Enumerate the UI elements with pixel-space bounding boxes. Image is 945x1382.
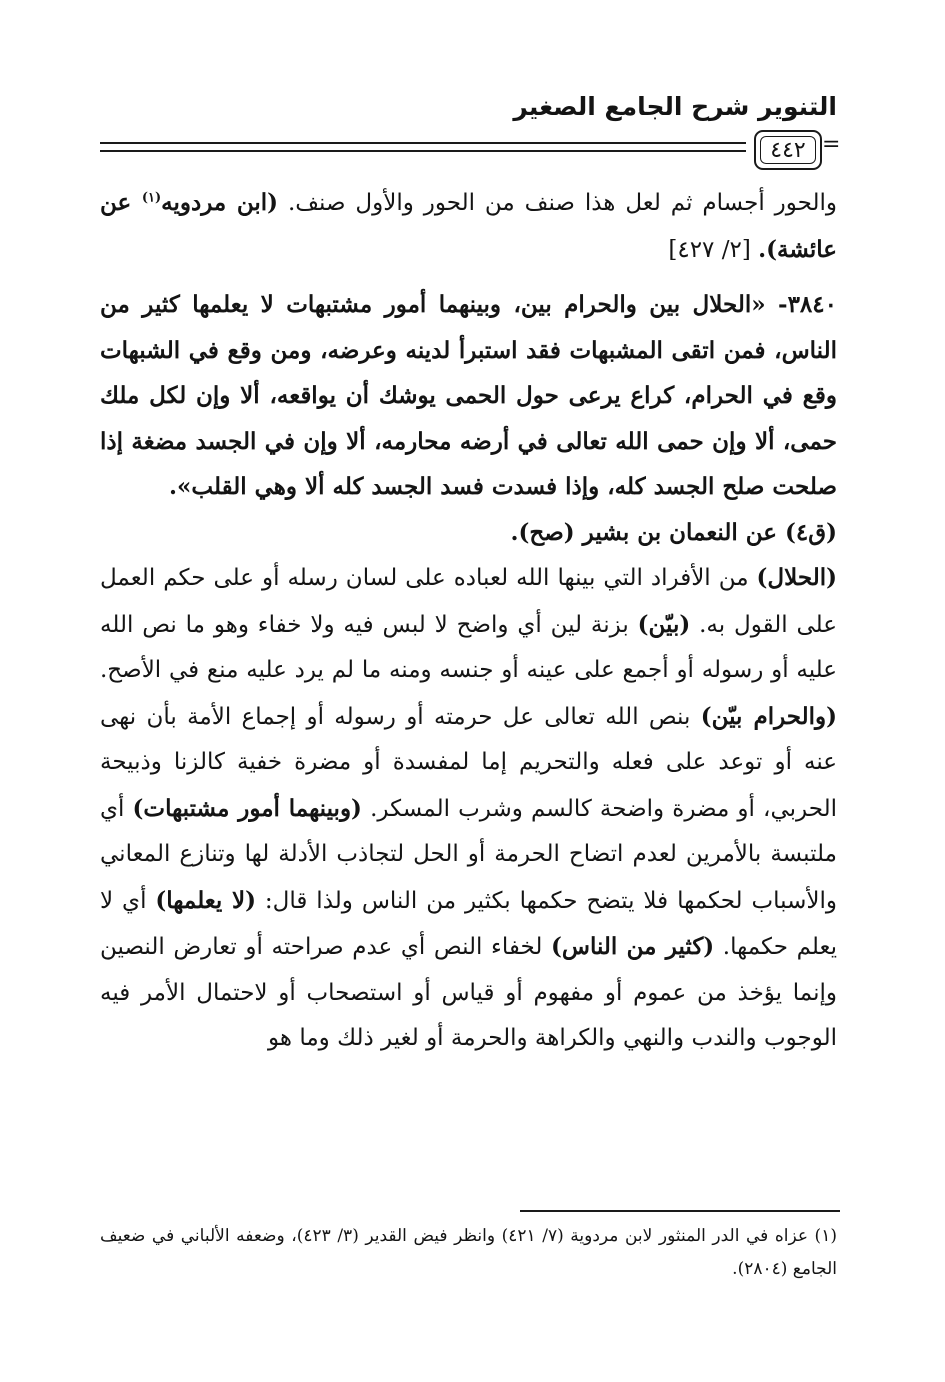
footnotes (100, 1220, 837, 1286)
footnote-1: (١) عزاه في الدر المنثور لابن مردوية (٧/ ٤٢١) وانظر فيض القدير (٣/ ٤٢٣)، وضعفه الألباني في ضعيف الجامع (٢٨٠٤). (100, 1226, 837, 1279)
header-rule-top (100, 142, 746, 144)
commentary-term: (والحرام بيّن) (700, 702, 838, 730)
text-run: عن عائشة). (100, 189, 837, 263)
text-run: والحور أجسام ثم لعل هذا صنف من الحور والأول صنف. (278, 190, 838, 216)
commentary-text: أي لا يعلم حكمها. (100, 887, 837, 960)
commentary-term: (الحلال) (756, 564, 837, 591)
commentary-term: (لا يعلمها) (155, 886, 256, 914)
commentary-paragraph (100, 555, 837, 1062)
hadith-text: «الحلال بين والحرام بين، وبينهما أمور مشتبهات لا يعلمها كثير من الناس، فمن اتقى المشبهات فقد استبرأ لدينه وعرضه، ومن وقع في الشبهات وقع في الحرام، كراع يرعى حول الحمى يوشك أن يواقعه، ألا وإن لكل ملك حمى، ألا وإن حمى الله تعالى في أرضه محارمه، ألا وإن في الجسد مضغة إذا صلحت صلح الجسد كله، وإذا فسدت فسد الجسد كله ألا وهي القلب». (100, 291, 837, 500)
commentary-term: (بيّن) (637, 610, 691, 638)
commentary-text: بزنة لين أي واضح لا لبس فيه ولا خفاء وهو ما نص الله عليه أو رسوله أو أجمع على عينه أو جنسه ومنه ما لم يرد عليه منع في الأصح. (100, 611, 837, 683)
footnote-marker[interactable]: (١) (141, 190, 162, 206)
main-text (100, 180, 837, 1062)
volume-reference: [٢/ ٤٢٧] (668, 236, 759, 263)
commentary-term: (كثير من الناس) (551, 933, 715, 960)
hadith-number: ٣٨٤٠- (765, 291, 837, 318)
hadith-source (100, 510, 837, 556)
commentary-term: (وبينهما أمور مشتبهات) (132, 794, 362, 822)
header-ornament: = (822, 132, 841, 157)
commentary-text: لخفاء النص أي عدم صراحته أو تعارض النصين وإنما يؤخذ من عموم أو مفهوم أو قياس أو استصحاب أو لاحتمال الأمر فيه الوجوب والندب والنهي والكراهة والحرمة أو لغير ذلك وما هو (100, 934, 837, 1051)
continuation-paragraph (100, 180, 837, 273)
commentary-text: بنص الله تعالى عل حرمته أو رسوله أو إجماع الأمة بأن نهى عنه أو توعد على فعله والتحريم إما لمفسدة أو مضرة خفية كالزنا وذبيحة الحربي، أو مضرة واضحة كالسم وشرب المسكر. (100, 703, 837, 822)
commentary-text: من الأفراد التي بينها الله لعباده على لسان رسله أو على حكم العمل على القول به. (100, 565, 837, 638)
header-rule-bottom (100, 150, 746, 152)
hadith-source-text: (ق٤) عن النعمان بن بشير (صح). (510, 518, 837, 546)
running-title: التنوير شرح الجامع الصغير (513, 92, 837, 121)
commentary-text: أي ملتبسة بالأمرين لعدم اتضاح الحرمة أو الحل لتجاذب الأدلة لها وتنازع المعاني والأسباب لحكمها فلا يتضح حكمها بكثير من الناس ولذا قال: (100, 795, 837, 914)
footnote-separator (520, 1210, 840, 1212)
hadith-paragraph (100, 282, 837, 510)
text-run: (ابن مردويه (161, 189, 279, 216)
page-number: ٤٤٢ (770, 137, 806, 163)
page-number-box (754, 130, 822, 170)
